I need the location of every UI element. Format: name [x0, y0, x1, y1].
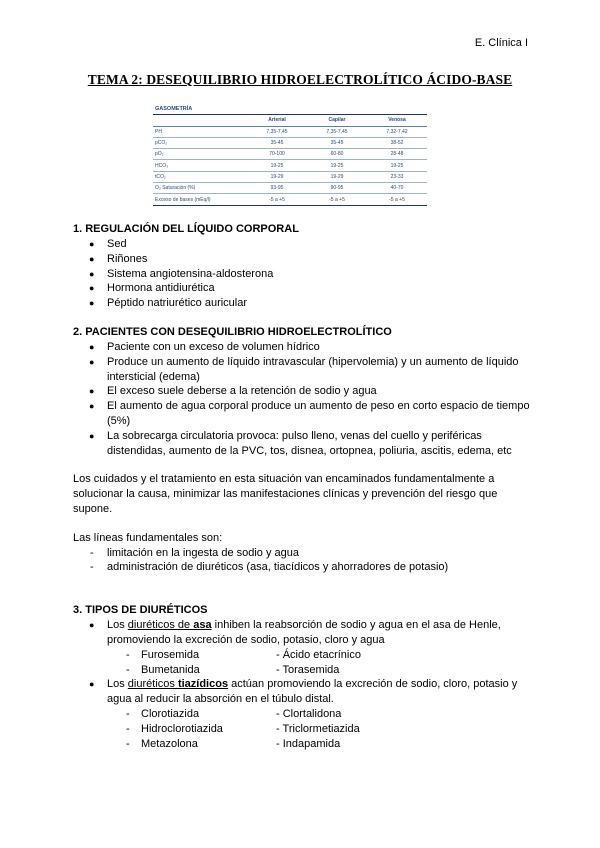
list-item: ● El aumento de agua corporal produce un aumento de peso en corto espacio de tiempo (5%) — [73, 399, 533, 429]
table-cell: 60-80 — [307, 149, 367, 160]
table-cell: HCO₃ — [153, 160, 247, 171]
drug-name: - Metazolona — [141, 737, 198, 750]
table-row — [153, 149, 427, 160]
bold-underlined-text: tiazídicos — [177, 678, 229, 691]
drug-name: - Torasemida — [276, 663, 340, 676]
bullet-list — [73, 237, 533, 311]
table-cell: -5 a +5 — [367, 194, 427, 205]
list-item: ● Produce un aumento de líquido intravascular (hipervolemia) y un aumento de líquido intersticial (edema) — [73, 355, 533, 385]
page-title: TEMA 2: DESEQUILIBRIO HIDROELECTROLÍTICO ÁCIDO-BASE — [87, 72, 513, 87]
text: inhiben la reabsorción de sodio y agua en el asa de Henle, promoviendo la excreción de sodio, potasio, cloro y agua — [107, 619, 501, 646]
underlined-text: diuréticos — [127, 678, 178, 691]
table-cell: -5 a +5 — [307, 194, 367, 205]
drug-name: - Indapamida — [276, 737, 341, 750]
section-heading: 3. TIPOS DE DIURÉTICOS — [73, 604, 208, 617]
gasometria-table — [153, 104, 427, 206]
table-row — [153, 160, 427, 171]
table-cell: 19-25 — [367, 160, 427, 171]
table-header — [153, 115, 247, 126]
course-label: E. Clínica I — [474, 37, 528, 49]
table-cell: Exceso de bases (mEq/l) — [153, 194, 247, 205]
paragraph: Las líneas fundamentales son: — [73, 531, 223, 544]
list-item: ● Sistema angiotensina-aldosterona — [73, 267, 533, 282]
list-item: ● Péptido natriurético auricular — [73, 296, 533, 311]
list-item: ● Paciente con un exceso de volumen hídrico — [73, 340, 533, 355]
drug-name: - Clorotiazida — [141, 707, 200, 720]
bullet-list — [73, 618, 533, 751]
list-item — [73, 618, 533, 677]
table-header: Arterial — [247, 115, 307, 126]
list-item: ● El exceso suele deberse a la retención de sodio y agua — [73, 384, 533, 399]
table-cell: 7,35-7,45 — [307, 126, 367, 137]
table-cell: 35-45 — [247, 137, 307, 148]
section-heading: 1. REGULACIÓN DEL LÍQUIDO CORPORAL — [73, 223, 299, 235]
table-cell: 23-33 — [367, 171, 427, 182]
table-row — [153, 183, 427, 194]
text: actúan promoviendo la excreción de sodio, cloro, potasio y agua al reducir la absorción en el túbulo distal. — [107, 678, 518, 706]
table-cell: PH — [153, 126, 247, 137]
list-item: ● Riñones — [73, 252, 533, 267]
drug-name: - Ácido etacrínico — [276, 648, 361, 661]
list-item: - administración de diuréticos (asa, tiacídicos y ahorradores de potasio) — [73, 560, 533, 575]
table-cell: 35-45 — [307, 137, 367, 148]
table-cell: 28-48 — [367, 149, 427, 160]
table-cell: 7,35-7,45 — [247, 126, 307, 137]
drug-row — [107, 663, 533, 678]
table-cell: 19-29 — [307, 171, 367, 182]
table-cell: 7,32-7,42 — [367, 126, 427, 137]
list-item — [73, 677, 533, 751]
underlined-text: diuréticos de — [127, 619, 194, 632]
list-item: - limitación en la ingesta de sodio y agua — [73, 546, 533, 561]
table-cell: -5 a +5 — [247, 194, 307, 205]
document-body — [73, 222, 533, 751]
table-cell: 70-100 — [247, 149, 307, 160]
drug-row — [107, 722, 533, 737]
table-row — [153, 137, 427, 148]
bullet-list — [73, 340, 533, 458]
table-row — [153, 126, 427, 137]
table-cell: 93-95 — [247, 183, 307, 194]
drug-name: - Clortalidona — [276, 707, 342, 720]
table-cell: 19-25 — [307, 160, 367, 171]
table-row — [153, 194, 427, 205]
table-cell: 19-29 — [247, 171, 307, 182]
table-cell: 19-25 — [247, 160, 307, 171]
table-cell: tCO₂ — [153, 171, 247, 182]
list-item: ● La sobrecarga circulatoria provoca: pulso lleno, venas del cuello y periféricas distendidas, aumento de la PVC, tos, disnea, ortopnea, poliuria, ascitis, edema, etc — [73, 429, 533, 459]
list-item: ● Sed — [73, 237, 533, 252]
table-cell: pO₂ — [153, 149, 247, 160]
text: Los — [107, 619, 128, 632]
gasometria-caption: GASOMETRÍA — [153, 104, 427, 115]
table-cell: 90-95 — [307, 183, 367, 194]
table-row — [153, 171, 427, 182]
drug-list — [107, 648, 533, 678]
table-header: Venosa — [367, 115, 427, 126]
dash-list — [73, 546, 533, 576]
drug-row — [107, 648, 533, 663]
table-cell: pCO₂ — [153, 137, 247, 148]
drug-list — [107, 707, 533, 751]
list-item: ● Hormona antidiurética — [73, 281, 533, 296]
table-header: Capilar — [307, 115, 367, 126]
section-heading: 2. PACIENTES CON DESEQUILIBRIO HIDROELECTROLÍTICO — [73, 325, 392, 338]
bold-underlined-text: asa — [193, 619, 212, 632]
table-cell: 38-52 — [367, 137, 427, 148]
table-cell: 40-70 — [367, 183, 427, 194]
drug-name: - Triclormetiazida — [276, 722, 360, 735]
text: Los — [107, 678, 128, 691]
drug-row — [107, 707, 533, 722]
table-cell: O₂ Saturación (%) — [153, 183, 247, 194]
paragraph: Los cuidados y el tratamiento en esta situación van encaminados fundamentalmente a solucionar la causa, minimizar las manifestaciones clínicas y prevención del riesgo que supone. — [73, 473, 498, 515]
drug-row — [107, 737, 533, 752]
drug-name: - Furosemida — [141, 648, 200, 661]
drug-name: - Hidroclorotiazida — [141, 722, 223, 735]
drug-name: - Bumetanida — [141, 663, 200, 676]
